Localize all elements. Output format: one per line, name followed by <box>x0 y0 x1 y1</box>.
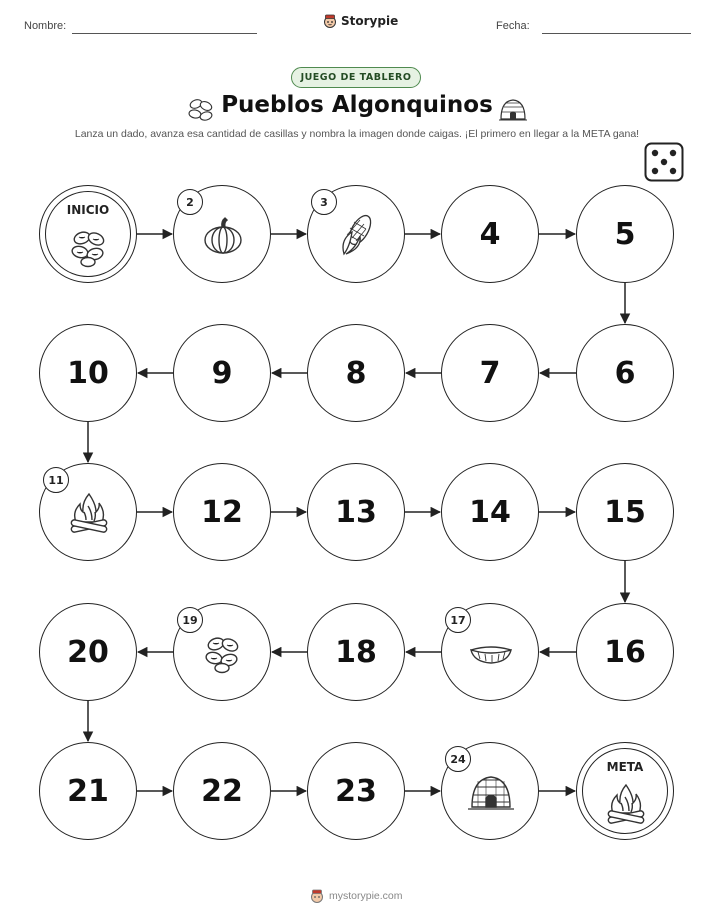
board-space-2[interactable] <box>173 185 271 283</box>
board-space-6[interactable] <box>576 324 674 422</box>
space-number: 6 <box>614 355 636 391</box>
board-space-9[interactable] <box>173 324 271 422</box>
corn-icon <box>334 212 380 258</box>
space-label: META <box>606 760 644 774</box>
board-space-15[interactable] <box>576 463 674 561</box>
instructions: Lanza un dado, avanza esa cantidad de casillas y nombra la imagen donde caigas. ¡El primero en llegar a la META gana! <box>74 128 640 140</box>
beans-icon <box>200 630 246 676</box>
board-space-16[interactable] <box>576 603 674 701</box>
board-space-22[interactable] <box>173 742 271 840</box>
space-number: 8 <box>345 355 367 391</box>
board-space-19[interactable] <box>173 603 271 701</box>
storypie-logo-icon <box>310 889 324 903</box>
space-number: 12 <box>201 494 243 530</box>
space-number-badge: 17 <box>445 607 471 633</box>
board-space-24[interactable] <box>441 742 539 840</box>
space-label: INICIO <box>66 203 110 217</box>
space-number: 18 <box>335 634 377 670</box>
space-number: 15 <box>604 494 646 530</box>
space-number: 4 <box>479 216 501 252</box>
space-number: 9 <box>211 355 233 391</box>
board-space-7[interactable] <box>441 324 539 422</box>
space-number-badge: 24 <box>445 746 471 772</box>
brand-name: Storypie <box>341 14 399 28</box>
space-number: 10 <box>67 355 109 391</box>
board-space-12[interactable] <box>173 463 271 561</box>
board-space-21[interactable] <box>39 742 137 840</box>
date-label: Fecha: <box>496 20 530 32</box>
board-space-14[interactable] <box>441 463 539 561</box>
board-space-8[interactable] <box>307 324 405 422</box>
space-number: 20 <box>67 634 109 670</box>
board-space-10[interactable] <box>39 324 137 422</box>
board-space-17[interactable] <box>441 603 539 701</box>
beans-icon <box>66 224 112 270</box>
board-space-13[interactable] <box>307 463 405 561</box>
board-space-4[interactable] <box>441 185 539 283</box>
space-number: 22 <box>201 773 243 809</box>
board-space-23[interactable] <box>307 742 405 840</box>
campfire-icon <box>66 490 112 536</box>
canoe-icon <box>468 630 514 676</box>
board-space-18[interactable] <box>307 603 405 701</box>
board-space-11[interactable] <box>39 463 137 561</box>
space-number: 16 <box>604 634 646 670</box>
board-space-5[interactable] <box>576 185 674 283</box>
campfire-icon <box>603 781 649 827</box>
game-type-badge: JUEGO DE TABLERO <box>291 67 421 88</box>
space-number-badge: 2 <box>177 189 203 215</box>
wigwam-icon <box>468 769 514 815</box>
space-number-badge: 19 <box>177 607 203 633</box>
start-space[interactable] <box>39 185 137 283</box>
board-space-3[interactable] <box>307 185 405 283</box>
space-number: 23 <box>335 773 377 809</box>
page-title: Pueblos Algonquinos <box>221 92 493 118</box>
space-number: 5 <box>614 216 636 252</box>
footer-url[interactable]: mystorypie.com <box>329 890 403 902</box>
space-number-badge: 3 <box>311 189 337 215</box>
pumpkin-icon <box>200 212 246 258</box>
space-number-badge: 11 <box>43 467 69 493</box>
footer <box>310 889 403 903</box>
finish-space[interactable] <box>576 742 674 840</box>
space-number: 13 <box>335 494 377 530</box>
space-number: 14 <box>469 494 511 530</box>
board-space-20[interactable] <box>39 603 137 701</box>
space-number: 7 <box>479 355 501 391</box>
name-label: Nombre: <box>24 20 67 32</box>
space-number: 21 <box>67 773 109 809</box>
